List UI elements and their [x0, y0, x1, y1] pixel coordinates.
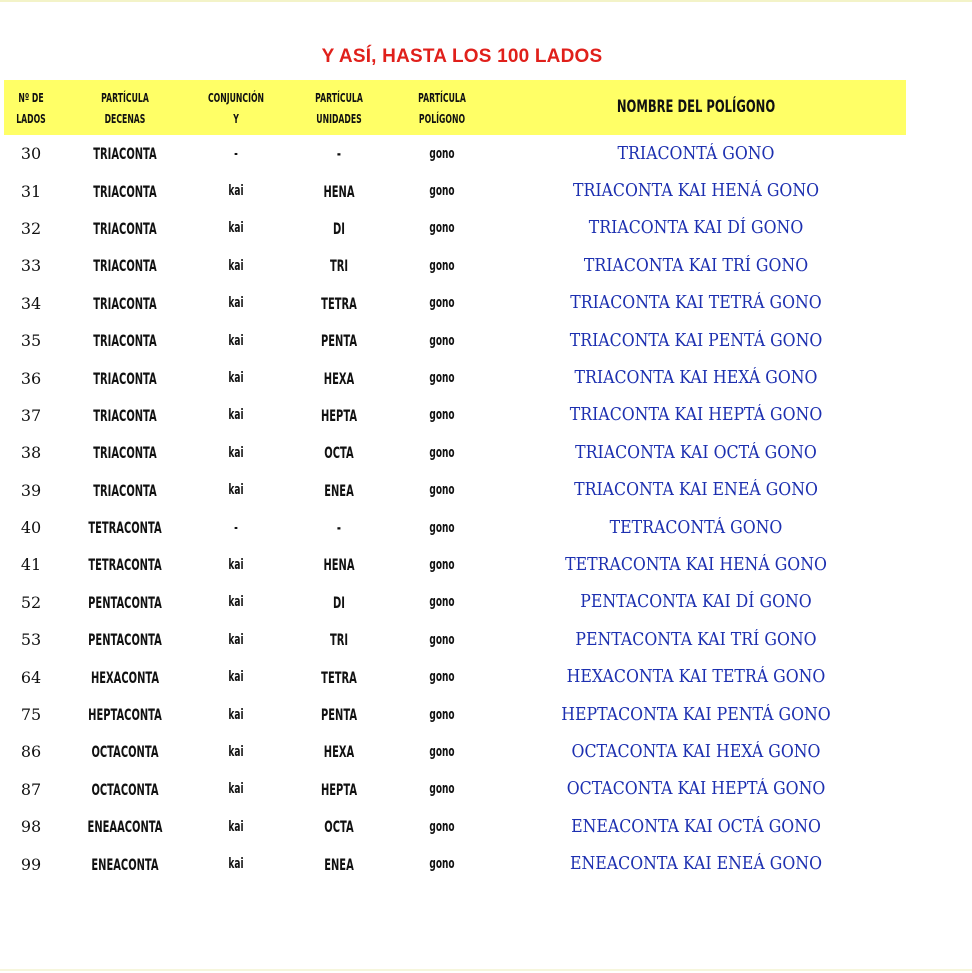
cell-conjuncion: kai	[228, 781, 244, 798]
cell-decenas: TRIACONTA	[93, 181, 157, 201]
table-header	[4, 80, 906, 135]
cell-decenas: TRIACONTA	[93, 405, 157, 425]
header-poligono-line1: PARTÍCULA	[418, 89, 466, 105]
cell-lados: 32	[20, 218, 42, 238]
cell-nombre: TRIACONTA KAI TETRÁ GONO	[570, 293, 822, 314]
cell-lados: 99	[20, 854, 42, 874]
cell-nombre: ENEACONTA KAI ENEÁ GONO	[570, 854, 822, 875]
cell-nombre: TRIACONTA KAI HEPTÁ GONO	[569, 405, 823, 426]
table-row	[4, 397, 906, 434]
cell-lados: 31	[20, 181, 42, 201]
header-lados-line2: LADOS	[16, 110, 46, 126]
table-row	[4, 658, 906, 695]
cell-conjuncion: -	[234, 519, 238, 536]
cell-lados: 86	[20, 742, 42, 762]
cell-decenas: HEXACONTA	[90, 667, 160, 687]
cell-conjuncion: kai	[228, 332, 244, 349]
cell-poligono: gono	[429, 370, 455, 387]
cell-unidades: ENEA	[324, 480, 354, 500]
table-body	[4, 135, 906, 883]
cell-unidades: PENTA	[320, 705, 358, 725]
cell-lados: 53	[20, 630, 42, 650]
cell-poligono: gono	[429, 332, 455, 349]
cell-conjuncion: kai	[228, 220, 244, 237]
cell-lados: 34	[20, 293, 42, 313]
header-conjuncion	[204, 80, 268, 135]
cell-lados: 40	[20, 518, 42, 538]
cell-conjuncion: kai	[228, 556, 244, 573]
table-row	[4, 247, 906, 284]
cell-decenas: ENEACONTA	[91, 854, 159, 874]
cell-decenas: TRIACONTA	[93, 331, 157, 351]
cell-poligono: gono	[429, 856, 455, 873]
cell-poligono: gono	[429, 295, 455, 312]
cell-unidades: HEXA	[323, 742, 355, 762]
cell-poligono: gono	[429, 145, 455, 162]
table-row	[4, 509, 906, 546]
cell-poligono: gono	[429, 818, 455, 835]
cell-decenas: TRIACONTA	[93, 443, 157, 463]
table-row	[4, 472, 906, 509]
table-row	[4, 771, 906, 808]
cell-decenas: TRIACONTA	[93, 218, 157, 238]
cell-unidades: DI	[333, 592, 345, 612]
cell-poligono: gono	[429, 706, 455, 723]
cell-unidades: -	[336, 518, 342, 538]
cell-decenas: TRIACONTA	[93, 293, 157, 313]
cell-decenas: ENEAACONTA	[87, 817, 163, 837]
cell-nombre: TRIACONTA KAI OCTÁ GONO	[575, 442, 817, 463]
cell-unidades: HENA	[323, 181, 355, 201]
cell-nombre: TRIACONTA KAI TRÍ GONO	[583, 255, 809, 276]
cell-decenas: TRIACONTA	[93, 144, 157, 164]
cell-decenas: PENTACONTA	[88, 630, 162, 650]
cell-lados: 98	[20, 817, 42, 837]
cell-nombre: HEPTACONTA KAI PENTÁ GONO	[561, 704, 831, 725]
cell-conjuncion: kai	[228, 482, 244, 499]
table-row	[4, 172, 906, 209]
table-row	[4, 434, 906, 471]
cell-nombre: ENEACONTA KAI OCTÁ GONO	[571, 816, 821, 837]
header-lados	[14, 80, 47, 135]
cell-poligono: gono	[429, 220, 455, 237]
cell-lados: 37	[20, 405, 42, 425]
cell-decenas: TETRACONTA	[88, 555, 162, 575]
cell-nombre: TETRACONTÁ GONO	[609, 517, 783, 538]
cell-decenas: TETRACONTA	[88, 518, 162, 538]
cell-unidades: TETRA	[321, 293, 357, 313]
cell-conjuncion: kai	[228, 856, 244, 873]
cell-conjuncion: kai	[228, 706, 244, 723]
table-row	[4, 696, 906, 733]
cell-conjuncion: kai	[228, 295, 244, 312]
cell-conjuncion: kai	[228, 743, 244, 760]
table-row	[4, 584, 906, 621]
header-poligono-line2: POLÍGONO	[418, 110, 466, 126]
cell-lados: 87	[20, 779, 42, 799]
table-row	[4, 285, 906, 322]
header-decenas-line1: PARTÍCULA	[101, 89, 149, 105]
cell-poligono: gono	[429, 183, 455, 200]
table-row	[4, 733, 906, 770]
cell-decenas: PENTACONTA	[88, 592, 162, 612]
cell-poligono: gono	[429, 631, 455, 648]
cell-nombre: TRIACONTA KAI ENEÁ GONO	[574, 480, 818, 501]
cell-nombre: PENTACONTA KAI TRÍ GONO	[575, 629, 817, 650]
table-row	[4, 546, 906, 583]
cell-poligono: gono	[429, 257, 455, 274]
table-row	[4, 135, 906, 172]
cell-decenas: TRIACONTA	[93, 480, 157, 500]
cell-unidades: TRI	[329, 256, 349, 276]
cell-unidades: HEPTA	[320, 405, 358, 425]
cell-poligono: gono	[429, 669, 455, 686]
table-row	[4, 210, 906, 247]
header-nombre: NOMBRE DEL POLÍGONO	[616, 97, 776, 117]
cell-unidades: -	[336, 144, 342, 164]
cell-nombre: TRIACONTA KAI HEXÁ GONO	[574, 368, 818, 389]
cell-lados: 33	[20, 256, 42, 276]
header-decenas-line2: DECENAS	[104, 110, 146, 126]
cell-lados: 30	[20, 144, 42, 164]
top-border	[0, 0, 972, 2]
cell-nombre: TRIACONTÁ GONO	[617, 143, 775, 164]
cell-unidades: DI	[333, 218, 345, 238]
cell-lados: 41	[20, 555, 42, 575]
cell-poligono: gono	[429, 482, 455, 499]
table-row	[4, 322, 906, 359]
page-title: Y ASÍ, HASTA LOS 100 LADOS	[321, 46, 603, 67]
cell-unidades: TRI	[329, 630, 349, 650]
cell-nombre: HEXACONTA KAI TETRÁ GONO	[566, 667, 826, 688]
cell-nombre: OCTACONTA KAI HEPTÁ GONO	[566, 779, 826, 800]
header-unidades	[307, 80, 370, 135]
cell-poligono: gono	[429, 444, 455, 461]
table-row	[4, 808, 906, 845]
cell-unidades: PENTA	[320, 331, 358, 351]
cell-decenas: OCTACONTA	[91, 742, 159, 762]
cell-lados: 75	[20, 705, 42, 725]
cell-poligono: gono	[429, 407, 455, 424]
header-decenas	[88, 80, 161, 135]
bottom-border	[0, 969, 972, 971]
cell-lados: 52	[20, 592, 42, 612]
cell-lados: 36	[20, 368, 42, 388]
cell-unidades: OCTA	[324, 443, 354, 463]
cell-conjuncion: kai	[228, 444, 244, 461]
cell-conjuncion: kai	[228, 407, 244, 424]
cell-poligono: gono	[429, 781, 455, 798]
cell-unidades: HEPTA	[320, 779, 358, 799]
header-conjuncion-line1: CONJUNCIÓN	[207, 89, 265, 105]
cell-decenas: TRIACONTA	[93, 256, 157, 276]
table-row	[4, 359, 906, 396]
cell-conjuncion: kai	[228, 370, 244, 387]
cell-poligono: gono	[429, 594, 455, 611]
cell-nombre: TRIACONTA KAI PENTÁ GONO	[569, 330, 823, 351]
cell-conjuncion: kai	[228, 669, 244, 686]
table-row	[4, 621, 906, 658]
cell-unidades: TETRA	[321, 667, 357, 687]
cell-nombre: TRIACONTA KAI HENÁ GONO	[572, 181, 820, 202]
header-poligono	[410, 80, 474, 135]
cell-unidades: ENEA	[324, 854, 354, 874]
cell-poligono: gono	[429, 519, 455, 536]
header-lados-line1: Nº DE	[18, 89, 44, 105]
cell-decenas: TRIACONTA	[93, 368, 157, 388]
cell-conjuncion: -	[234, 145, 238, 162]
cell-lados: 38	[20, 443, 42, 463]
table-row	[4, 845, 906, 882]
cell-unidades: OCTA	[324, 817, 354, 837]
cell-poligono: gono	[429, 556, 455, 573]
cell-unidades: HEXA	[323, 368, 355, 388]
cell-nombre: TETRACONTA KAI HENÁ GONO	[565, 554, 827, 575]
cell-nombre: OCTACONTA KAI HEXÁ GONO	[571, 741, 821, 762]
header-unidades-line2: UNIDADES	[316, 110, 362, 126]
cell-conjuncion: kai	[228, 594, 244, 611]
cell-poligono: gono	[429, 743, 455, 760]
cell-conjuncion: kai	[228, 257, 244, 274]
cell-decenas: HEPTACONTA	[88, 705, 162, 725]
cell-conjuncion: kai	[228, 818, 244, 835]
cell-lados: 64	[20, 667, 42, 687]
cell-lados: 39	[20, 480, 42, 500]
cell-conjuncion: kai	[228, 183, 244, 200]
cell-conjuncion: kai	[228, 631, 244, 648]
header-unidades-line1: PARTÍCULA	[315, 89, 363, 105]
cell-decenas: OCTACONTA	[91, 779, 159, 799]
cell-nombre: PENTACONTA KAI DÍ GONO	[580, 592, 812, 613]
cell-unidades: HENA	[323, 555, 355, 575]
cell-nombre: TRIACONTA KAI DÍ GONO	[588, 218, 804, 239]
cell-lados: 35	[20, 331, 42, 351]
header-conjuncion-line2: Y	[233, 110, 239, 126]
